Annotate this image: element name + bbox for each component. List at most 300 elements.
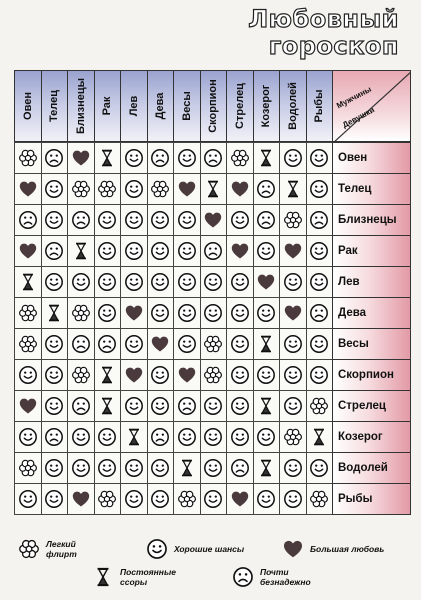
legend-text: Большая любовь xyxy=(310,544,385,554)
compatibility-cell xyxy=(200,266,228,298)
column-header xyxy=(120,70,148,142)
row-header-label: Дева xyxy=(338,307,367,319)
compatibility-cell xyxy=(306,235,334,267)
smile-icon xyxy=(230,427,250,447)
smile-icon xyxy=(230,334,250,354)
horoscope-table xyxy=(14,70,412,522)
row-header xyxy=(332,266,411,298)
page-title-line2: гороскоп xyxy=(268,32,399,60)
sad-icon xyxy=(150,148,170,168)
column-header-label: Стрелец xyxy=(233,83,246,129)
heart-icon xyxy=(124,303,144,323)
compatibility-cell xyxy=(226,483,254,515)
flower-icon xyxy=(18,303,38,323)
compatibility-cell xyxy=(173,266,201,298)
row-header-label: Рак xyxy=(338,245,358,257)
compatibility-cell xyxy=(173,359,201,391)
column-header xyxy=(306,70,334,142)
compatibility-cell xyxy=(147,173,175,205)
compatibility-cell xyxy=(279,173,307,205)
smile-icon xyxy=(18,489,38,509)
smile-icon xyxy=(203,303,223,323)
row-header xyxy=(332,204,411,236)
heart-icon xyxy=(283,241,303,261)
compatibility-cell xyxy=(279,235,307,267)
compatibility-cell xyxy=(41,142,69,174)
smile-icon xyxy=(283,272,303,292)
row-header xyxy=(332,483,411,515)
smile-icon xyxy=(177,334,197,354)
row-header xyxy=(332,421,411,453)
smile-icon xyxy=(71,427,91,447)
compatibility-cell xyxy=(173,204,201,236)
smile-icon xyxy=(150,396,170,416)
compatibility-cell xyxy=(200,359,228,391)
compatibility-cell xyxy=(120,390,148,422)
compatibility-cell xyxy=(306,204,334,236)
compatibility-cell xyxy=(279,483,307,515)
compatibility-cell xyxy=(14,483,42,515)
compatibility-cell xyxy=(173,142,201,174)
compatibility-cell xyxy=(253,390,281,422)
compatibility-cell xyxy=(147,483,175,515)
smile-icon xyxy=(97,272,117,292)
compatibility-cell xyxy=(67,173,95,205)
hourglass-icon xyxy=(92,566,114,588)
row-header-label: Водолей xyxy=(338,462,388,474)
row-header xyxy=(332,390,411,422)
smile-icon xyxy=(44,210,64,230)
heart-icon xyxy=(230,241,250,261)
legend-item xyxy=(18,538,77,560)
compatibility-cell xyxy=(253,142,281,174)
compatibility-cell xyxy=(41,421,69,453)
compatibility-cell xyxy=(279,204,307,236)
compatibility-cell xyxy=(279,266,307,298)
column-header-label: Овен xyxy=(21,92,34,120)
flower-icon xyxy=(18,538,40,560)
compatibility-cell xyxy=(41,390,69,422)
compatibility-cell xyxy=(41,452,69,484)
compatibility-cell xyxy=(120,297,148,329)
smile-icon xyxy=(124,210,144,230)
smile-icon xyxy=(150,303,170,323)
compatibility-cell xyxy=(147,359,175,391)
compatibility-cell xyxy=(306,173,334,205)
smile-icon xyxy=(283,334,303,354)
compatibility-cell xyxy=(94,483,122,515)
compatibility-cell xyxy=(253,204,281,236)
compatibility-cell xyxy=(120,359,148,391)
smile-icon xyxy=(203,272,223,292)
compatibility-cell xyxy=(67,359,95,391)
flower-icon xyxy=(177,489,197,509)
smile-icon xyxy=(18,365,38,385)
compatibility-cell xyxy=(226,421,254,453)
compatibility-cell xyxy=(67,235,95,267)
heart-icon xyxy=(230,489,250,509)
column-header-label: Козерог xyxy=(260,84,273,128)
compatibility-cell xyxy=(41,359,69,391)
compatibility-cell xyxy=(200,297,228,329)
compatibility-cell xyxy=(41,328,69,360)
flower-icon xyxy=(203,334,223,354)
smile-icon xyxy=(203,427,223,447)
compatibility-cell xyxy=(67,328,95,360)
heart-icon xyxy=(177,365,197,385)
smile-icon xyxy=(150,458,170,478)
flower-icon xyxy=(309,489,329,509)
sad-icon xyxy=(230,458,250,478)
compatibility-cell xyxy=(200,142,228,174)
smile-icon xyxy=(124,272,144,292)
smile-icon xyxy=(124,396,144,416)
compatibility-cell xyxy=(200,235,228,267)
compatibility-cell xyxy=(147,235,175,267)
sad-icon xyxy=(71,396,91,416)
compatibility-cell xyxy=(226,235,254,267)
sad-icon xyxy=(203,241,223,261)
flower-icon xyxy=(18,458,38,478)
hourglass-icon xyxy=(71,241,91,261)
flower-icon xyxy=(18,334,38,354)
smile-icon xyxy=(124,241,144,261)
smile-icon xyxy=(230,365,250,385)
hourglass-icon xyxy=(97,396,117,416)
smile-icon xyxy=(283,365,303,385)
compatibility-cell xyxy=(253,328,281,360)
compatibility-cell xyxy=(200,328,228,360)
smile-icon xyxy=(309,148,329,168)
compatibility-cell xyxy=(306,266,334,298)
legend-item xyxy=(282,538,384,560)
sad-icon xyxy=(71,334,91,354)
compatibility-cell xyxy=(173,297,201,329)
smile-icon xyxy=(44,334,64,354)
page-title xyxy=(199,6,399,60)
smile-icon xyxy=(177,148,197,168)
compatibility-cell xyxy=(120,452,148,484)
column-header-label: Водолей xyxy=(286,82,299,130)
compatibility-cell xyxy=(306,390,334,422)
smile-icon xyxy=(97,210,117,230)
sad-icon xyxy=(256,179,276,199)
row-header xyxy=(332,297,411,329)
column-header xyxy=(279,70,307,142)
compatibility-cell xyxy=(67,452,95,484)
row-header-label: Козерог xyxy=(338,431,383,443)
compatibility-cell xyxy=(173,390,201,422)
column-header-label: Рак xyxy=(101,96,114,116)
compatibility-cell xyxy=(173,173,201,205)
smile-icon xyxy=(146,538,168,560)
compatibility-cell xyxy=(306,452,334,484)
compatibility-cell xyxy=(226,390,254,422)
heart-icon xyxy=(283,303,303,323)
smile-icon xyxy=(203,396,223,416)
smile-icon xyxy=(230,303,250,323)
compatibility-cell xyxy=(14,390,42,422)
row-header-label: Овен xyxy=(338,152,368,164)
flower-icon xyxy=(97,179,117,199)
compatibility-cell xyxy=(279,359,307,391)
smile-icon xyxy=(256,303,276,323)
row-header-label: Стрелец xyxy=(338,400,386,412)
legend-text: Хорошие шансы xyxy=(174,544,245,554)
compatibility-cell xyxy=(94,328,122,360)
compatibility-cell xyxy=(226,359,254,391)
compatibility-cell xyxy=(14,173,42,205)
row-header-label: Телец xyxy=(338,183,372,195)
compatibility-cell xyxy=(226,173,254,205)
flower-icon xyxy=(97,489,117,509)
compatibility-cell xyxy=(14,328,42,360)
flower-icon xyxy=(309,396,329,416)
smile-icon xyxy=(44,458,64,478)
smile-icon xyxy=(177,272,197,292)
smile-icon xyxy=(97,458,117,478)
sad-icon xyxy=(44,148,64,168)
hourglass-icon xyxy=(309,427,329,447)
compatibility-cell xyxy=(94,204,122,236)
legend-item xyxy=(232,566,311,588)
flower-icon xyxy=(150,179,170,199)
smile-icon xyxy=(203,458,223,478)
smile-icon xyxy=(71,458,91,478)
compatibility-cell xyxy=(41,235,69,267)
flower-icon xyxy=(71,303,91,323)
compatibility-cell xyxy=(120,173,148,205)
compatibility-cell xyxy=(14,359,42,391)
smile-icon xyxy=(283,148,303,168)
compatibility-cell xyxy=(14,297,42,329)
row-header xyxy=(332,328,411,360)
hourglass-icon xyxy=(256,148,276,168)
row-header xyxy=(332,235,411,267)
flower-icon xyxy=(203,365,223,385)
heart-icon xyxy=(256,272,276,292)
compatibility-cell xyxy=(173,421,201,453)
heart-icon xyxy=(124,365,144,385)
column-header xyxy=(226,70,254,142)
compatibility-cell xyxy=(41,173,69,205)
compatibility-cell xyxy=(279,421,307,453)
compatibility-cell xyxy=(14,204,42,236)
column-header xyxy=(173,70,201,142)
sad-icon xyxy=(309,210,329,230)
compatibility-cell xyxy=(306,359,334,391)
smile-icon xyxy=(44,179,64,199)
compatibility-cell xyxy=(14,235,42,267)
sad-icon xyxy=(256,210,276,230)
compatibility-cell xyxy=(226,297,254,329)
compatibility-cell xyxy=(94,235,122,267)
compatibility-cell xyxy=(67,204,95,236)
flower-icon xyxy=(18,148,38,168)
compatibility-cell xyxy=(306,421,334,453)
smile-icon xyxy=(44,272,64,292)
flower-icon xyxy=(71,365,91,385)
compatibility-cell xyxy=(253,483,281,515)
compatibility-cell xyxy=(253,266,281,298)
smile-icon xyxy=(150,489,170,509)
sad-icon xyxy=(232,566,254,588)
compatibility-cell xyxy=(67,297,95,329)
compatibility-cell xyxy=(120,421,148,453)
row-header xyxy=(332,452,411,484)
column-header-label: Скорпион xyxy=(207,79,220,133)
flower-icon xyxy=(230,148,250,168)
compatibility-cell xyxy=(147,204,175,236)
smile-icon xyxy=(230,396,250,416)
smile-icon xyxy=(124,179,144,199)
compatibility-cell xyxy=(226,204,254,236)
corner-men-label: Мужчины xyxy=(335,84,373,111)
heart-icon xyxy=(203,210,223,230)
flower-icon xyxy=(283,210,303,230)
compatibility-cell xyxy=(306,483,334,515)
compatibility-cell xyxy=(41,483,69,515)
compatibility-cell xyxy=(253,359,281,391)
smile-icon xyxy=(256,241,276,261)
smile-icon xyxy=(283,396,303,416)
column-header xyxy=(147,70,175,142)
column-header xyxy=(14,70,42,142)
compatibility-cell xyxy=(147,452,175,484)
heart-icon xyxy=(150,334,170,354)
compatibility-cell xyxy=(253,235,281,267)
compatibility-cell xyxy=(67,421,95,453)
row-header xyxy=(332,359,411,391)
hourglass-icon xyxy=(256,458,276,478)
legend-item xyxy=(146,538,244,560)
column-header xyxy=(67,70,95,142)
hourglass-icon xyxy=(283,179,303,199)
compatibility-cell xyxy=(253,173,281,205)
legend xyxy=(0,530,421,600)
smile-icon xyxy=(309,458,329,478)
compatibility-cell xyxy=(120,483,148,515)
smile-icon xyxy=(124,489,144,509)
compatibility-cell xyxy=(279,390,307,422)
smile-icon xyxy=(44,489,64,509)
compatibility-cell xyxy=(200,421,228,453)
compatibility-cell xyxy=(226,142,254,174)
hourglass-icon xyxy=(97,148,117,168)
smile-icon xyxy=(97,427,117,447)
compatibility-cell xyxy=(279,452,307,484)
compatibility-cell xyxy=(94,452,122,484)
compatibility-cell xyxy=(120,266,148,298)
compatibility-cell xyxy=(279,142,307,174)
smile-icon xyxy=(309,179,329,199)
compatibility-cell xyxy=(173,483,201,515)
heart-icon xyxy=(282,538,304,560)
compatibility-cell xyxy=(120,328,148,360)
compatibility-cell xyxy=(226,452,254,484)
legend-text: Легкий флирт xyxy=(46,539,77,559)
smile-icon xyxy=(309,272,329,292)
compatibility-cell xyxy=(94,142,122,174)
compatibility-cell xyxy=(147,142,175,174)
smile-icon xyxy=(177,241,197,261)
compatibility-cell xyxy=(306,328,334,360)
corner-header xyxy=(332,70,411,142)
compatibility-cell xyxy=(226,266,254,298)
compatibility-cell xyxy=(200,173,228,205)
heart-icon xyxy=(18,241,38,261)
column-header-label: Лев xyxy=(127,95,140,117)
sad-icon xyxy=(71,210,91,230)
compatibility-cell xyxy=(173,235,201,267)
compatibility-cell xyxy=(94,390,122,422)
smile-icon xyxy=(97,241,117,261)
column-header xyxy=(253,70,281,142)
compatibility-cell xyxy=(200,204,228,236)
compatibility-cell xyxy=(253,452,281,484)
hourglass-icon xyxy=(256,396,276,416)
compatibility-cell xyxy=(147,328,175,360)
smile-icon xyxy=(124,458,144,478)
smile-icon xyxy=(150,272,170,292)
smile-icon xyxy=(283,489,303,509)
smile-icon xyxy=(177,427,197,447)
sad-icon xyxy=(97,334,117,354)
smile-icon xyxy=(44,396,64,416)
heart-icon xyxy=(230,179,250,199)
compatibility-cell xyxy=(67,266,95,298)
compatibility-cell xyxy=(147,266,175,298)
smile-icon xyxy=(44,365,64,385)
legend-text: Почти безнадежно xyxy=(260,567,311,587)
hourglass-icon xyxy=(124,427,144,447)
smile-icon xyxy=(18,427,38,447)
column-header xyxy=(94,70,122,142)
sad-icon xyxy=(44,241,64,261)
compatibility-cell xyxy=(14,452,42,484)
compatibility-cell xyxy=(94,359,122,391)
compatibility-cell xyxy=(120,204,148,236)
flower-icon xyxy=(283,427,303,447)
smile-icon xyxy=(256,427,276,447)
compatibility-cell xyxy=(279,328,307,360)
page-title-line1: Любовный xyxy=(248,5,399,33)
smile-icon xyxy=(309,365,329,385)
row-header-label: Весы xyxy=(338,338,369,350)
compatibility-cell xyxy=(200,483,228,515)
compatibility-cell xyxy=(67,142,95,174)
smile-icon xyxy=(71,272,91,292)
sad-icon xyxy=(203,148,223,168)
compatibility-cell xyxy=(94,297,122,329)
smile-icon xyxy=(124,334,144,354)
smile-icon xyxy=(150,241,170,261)
compatibility-cell xyxy=(41,266,69,298)
compatibility-cell xyxy=(226,328,254,360)
smile-icon xyxy=(203,489,223,509)
compatibility-cell xyxy=(67,483,95,515)
legend-item xyxy=(92,566,176,588)
compatibility-cell xyxy=(173,452,201,484)
compatibility-cell xyxy=(14,421,42,453)
smile-icon xyxy=(97,303,117,323)
smile-icon xyxy=(256,365,276,385)
hourglass-icon xyxy=(177,458,197,478)
smile-icon xyxy=(230,272,250,292)
smile-icon xyxy=(150,210,170,230)
compatibility-cell xyxy=(94,421,122,453)
sad-icon xyxy=(18,210,38,230)
